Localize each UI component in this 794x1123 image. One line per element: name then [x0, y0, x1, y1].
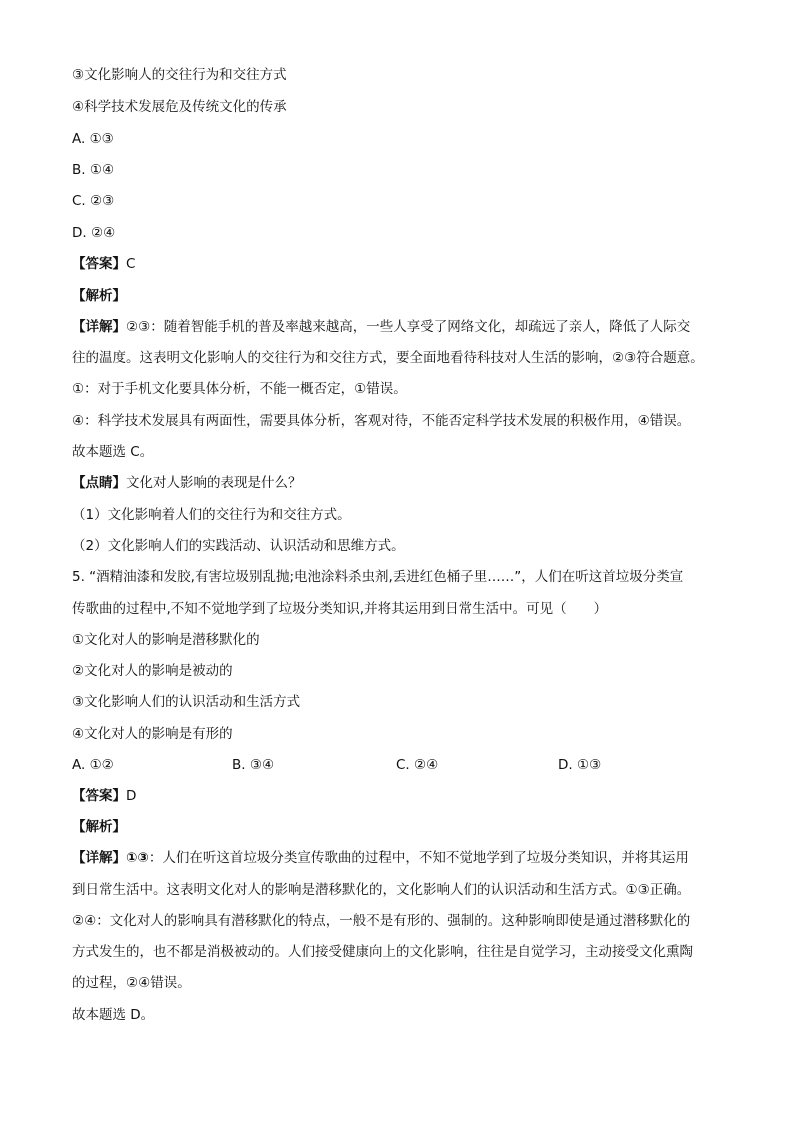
q5-conclusion: 故本题选 D。: [72, 1007, 155, 1023]
q4-answer: [72, 254, 135, 274]
q4-tip: [72, 473, 302, 493]
q4-statement-4: ④科学技术发展危及传统文化的传承: [72, 99, 287, 115]
q5-detail-line-4: 方式发生的，也不都是消极被动的。人们接受健康向上的文化影响，往往是自觉学习，主动接受文化熏陶: [72, 944, 693, 960]
q4-detail-line-2: 往的温度。这表明文化影响人的交往行为和交往方式，要全面地看待科技对人生活的影响，②③符合题意。: [72, 350, 704, 366]
q5-option-c: C. ②④: [396, 757, 439, 773]
q4-option-d: D. ②④: [72, 225, 116, 241]
answer-tag: 【答案】: [72, 256, 126, 272]
detail-text: ②③：随着智能手机的普及率越来越高，一些人享受了网络文化，却疏远了亲人，降低了人际交: [126, 319, 691, 335]
q5-option-d: D. ①③: [558, 757, 602, 773]
q5-statement-1: ①文化对人的影响是潜移默化的: [72, 632, 260, 648]
q5-statement-3: ③文化影响人们的认识活动和生活方式: [72, 694, 301, 710]
q4-tip-2: （2）文化影响人们的实践活动、认识活动和思维方式。: [72, 538, 405, 554]
q4-detail-line-3: ①：对于手机文化要具体分析，不能一概否定，①错误。: [72, 381, 407, 397]
q4-option-b: B. ①④: [72, 162, 115, 178]
q4-detail-line-1: [72, 317, 690, 337]
answer-tag: 【答案】: [72, 788, 126, 804]
answer-value: D: [126, 788, 137, 804]
q4-option-c: C. ②③: [72, 193, 115, 209]
q5-detail-line-2: 到日常生活中。这表明文化对人的影响是潜移默化的，文化影响人们的认识活动和生活方式。①③正确。: [72, 882, 691, 898]
detail-tag: 【详解】: [72, 850, 126, 866]
answer-value: C: [126, 256, 136, 272]
q5-detail-line-5: 的过程，②④错误。: [72, 975, 191, 991]
q4-analysis-tag: 【解析】: [72, 288, 126, 304]
q4-conclusion: 故本题选 C。: [72, 444, 154, 460]
q5-statement-2: ②文化对人的影响是被动的: [72, 663, 233, 679]
q4-detail-line-4: ④：科学技术发展具有两面性，需要具体分析，客观对待，不能否定科学技术发展的积极作用，④错误。: [72, 413, 691, 429]
q5-statement-4: ④文化对人的影响是有形的: [72, 726, 233, 742]
tip-tag: 【点睛】: [72, 475, 126, 491]
detail-text: ：人们在听这首垃圾分类宣传歌曲的过程中，不知不觉地学到了垃圾分类知识，并将其运用: [148, 850, 689, 866]
q5-stem-line-2: 传歌曲的过程中,不知不觉地学到了垃圾分类知识,并将其运用到日常生活中。可见（ ）: [72, 601, 608, 617]
q5-detail-line-1: [72, 848, 689, 868]
q4-statement-3: ③文化影响人的交往行为和交往方式: [72, 67, 287, 83]
q4-tip-1: （1）文化影响着人们的交往行为和交往方式。: [72, 507, 351, 523]
detail-tag: 【详解】: [72, 319, 126, 335]
q5-detail-line-3: ②④：文化对人的影响具有潜移默化的特点，一般不是有形的、强制的。这种影响即使是通过潜移默化的: [72, 913, 691, 929]
q5-option-a: A. ①②: [72, 757, 114, 773]
q5-option-b: B. ③④: [232, 757, 275, 773]
q4-option-a: A. ①③: [72, 131, 114, 147]
tip-question: 文化对人影响的表现是什么？: [126, 475, 302, 491]
q5-analysis-tag: 【解析】: [72, 819, 126, 835]
q5-stem-line-1: 5. “酒精油漆和发胶,有害垃圾别乱抛;电池涂料杀虫剂,丢进红色桶子里……”，人们在听这首垃圾分类宣: [72, 569, 684, 585]
detail-bold-ref: ①③: [126, 850, 149, 866]
q5-answer: [72, 786, 136, 806]
